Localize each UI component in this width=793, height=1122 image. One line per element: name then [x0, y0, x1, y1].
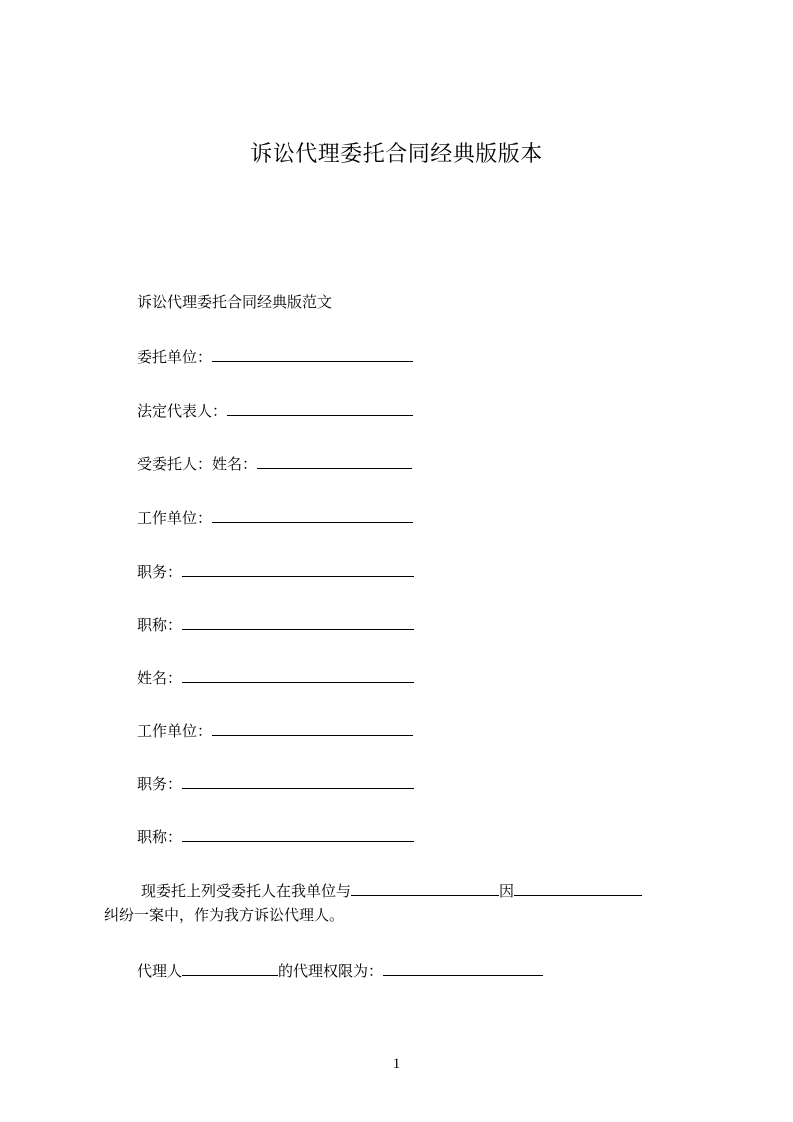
- name-label-2: 姓名：: [137, 669, 183, 687]
- title-label-2: 职称：: [137, 828, 183, 846]
- position-blank-1[interactable]: [182, 560, 414, 577]
- name-row-2: [137, 666, 414, 688]
- position-row-2: [137, 772, 414, 794]
- work-unit-row-2: [137, 719, 413, 741]
- agent-blank[interactable]: [182, 959, 278, 976]
- work-unit-label-1: 工作单位：: [137, 509, 213, 527]
- title-label-1: 职称：: [137, 616, 183, 634]
- authority-text-2: 的代理权限为：: [278, 962, 384, 980]
- position-blank-2[interactable]: [182, 772, 414, 789]
- client-unit-blank[interactable]: [212, 345, 413, 362]
- entrust-text-1: 现委托上列受委托人在我单位与: [141, 882, 352, 900]
- agent-name-row: [137, 452, 412, 474]
- title-blank-2[interactable]: [182, 825, 414, 842]
- position-row-1: [137, 560, 414, 582]
- title-row-2: [137, 825, 414, 847]
- position-label-1: 职务：: [137, 563, 183, 581]
- entrust-text-2: 因: [499, 882, 515, 900]
- authority-blank[interactable]: [383, 959, 543, 976]
- opponent-blank[interactable]: [351, 879, 499, 896]
- document-subtitle: 诉讼代理委托合同经典版范文: [137, 293, 333, 311]
- cause-blank[interactable]: [514, 879, 642, 896]
- title-blank-1[interactable]: [182, 613, 414, 630]
- entrust-paragraph-line-1: [141, 879, 642, 901]
- authority-row: [137, 959, 543, 981]
- page-number: 1: [392, 1056, 401, 1072]
- client-unit-row: [137, 345, 413, 367]
- client-unit-label: 委托单位：: [137, 348, 213, 366]
- legal-rep-blank[interactable]: [227, 399, 413, 416]
- work-unit-row-1: [137, 506, 413, 528]
- work-unit-blank-1[interactable]: [212, 506, 413, 523]
- agent-name-label: 受委托人：姓名：: [137, 455, 258, 473]
- title-row-1: [137, 613, 414, 635]
- legal-rep-label: 法定代表人：: [137, 402, 228, 420]
- agent-name-blank[interactable]: [257, 452, 412, 469]
- position-label-2: 职务：: [137, 775, 183, 793]
- authority-text-1: 代理人: [137, 962, 183, 980]
- work-unit-blank-2[interactable]: [212, 719, 413, 736]
- work-unit-label-2: 工作单位：: [137, 722, 213, 740]
- name-blank-2[interactable]: [182, 666, 414, 683]
- document-title: 诉讼代理委托合同经典版版本: [250, 142, 543, 167]
- entrust-paragraph-line-2: 纠纷一案中，作为我方诉讼代理人。: [104, 906, 345, 924]
- legal-rep-row: [137, 399, 413, 421]
